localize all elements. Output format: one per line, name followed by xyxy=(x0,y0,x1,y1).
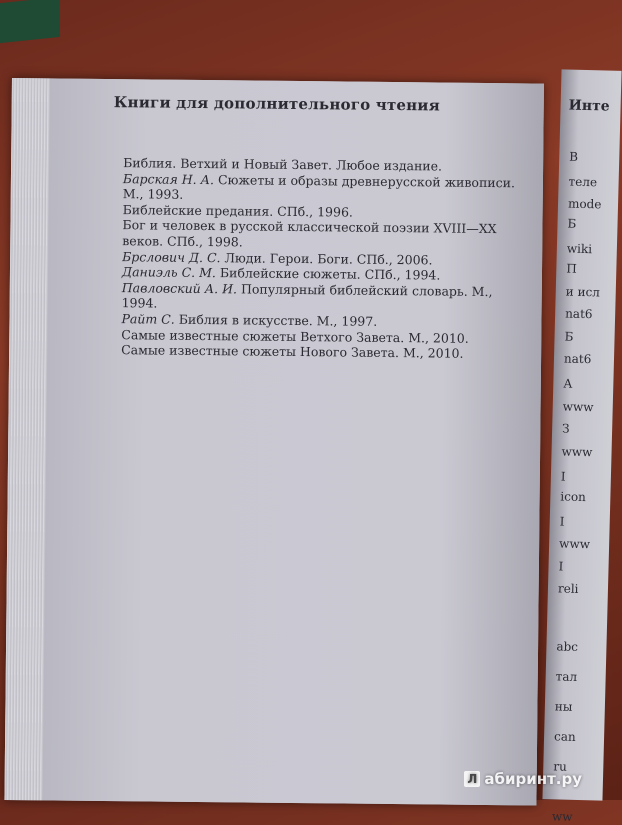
right-page-text-fragment: тал xyxy=(555,669,578,684)
reference-list xyxy=(121,155,533,362)
reference-item: Брслович Д. С. Люди. Герои. Боги. СПб., 2006. xyxy=(122,248,433,267)
right-page-text-fragment: nat6 xyxy=(563,351,592,367)
right-page-text-fragment: З xyxy=(561,421,570,436)
right-page-text-fragment: I xyxy=(560,469,566,484)
watermark-text: абиринт.ру xyxy=(484,770,582,788)
reference-item: Самые известные сюжеты Ветхого Завета. М., 2010. xyxy=(121,326,469,346)
book-left-page xyxy=(4,78,544,806)
right-page-text-fragment: abc xyxy=(556,639,579,654)
right-page-heading: Инте xyxy=(568,97,610,115)
right-page-text-fragment: ww xyxy=(551,809,573,824)
right-page-text-fragment: Б xyxy=(567,216,577,231)
right-page-text-fragment: icon xyxy=(560,489,587,505)
reference-item: Бог и человек в русской классической поэзии XVIII—XX веков. СПб., 1998. xyxy=(122,217,497,250)
reference-item: Самые известные сюжеты Нового Завета. М., 2010. xyxy=(121,342,464,361)
page-surface xyxy=(42,78,544,805)
right-page-text-fragment: wiki xyxy=(566,241,593,257)
reference-item: Библия. Ветхий и Новый Завет. Любое издание. xyxy=(123,155,443,174)
reference-item: Райт С. Библия в искусстве. М., 1997. xyxy=(121,311,378,329)
right-page-text-fragment: can xyxy=(553,729,576,744)
right-page-text-fragment: I xyxy=(559,514,565,529)
watermark xyxy=(464,770,582,788)
background-green-object xyxy=(0,0,60,43)
right-page-text-fragment: reli xyxy=(557,581,579,596)
reference-item: Библейские предания. СПб., 1996. xyxy=(122,201,354,220)
right-page-text-fragment: www xyxy=(562,399,594,415)
right-page-text-fragment: ны xyxy=(554,699,573,714)
right-page-text-fragment: ru xyxy=(553,759,567,774)
labirint-logo-icon: Л xyxy=(464,771,480,787)
right-page-text-fragment: mode xyxy=(567,196,602,212)
reference-item: Барская Н. А. Сюжеты и образы древнерусской живописи. М., 1993. xyxy=(122,170,516,202)
right-page-text-fragment: Б xyxy=(564,329,574,344)
right-page-text-fragment: теле xyxy=(568,174,598,190)
reference-item: Даниэль С. М. Библейские сюжеты. СПб., 1994. xyxy=(121,264,441,283)
right-page-text-fragment: П xyxy=(566,261,578,276)
right-page-text-fragment: www xyxy=(558,536,591,552)
right-page-text-fragment: и исл xyxy=(565,284,601,300)
book-right-page xyxy=(542,69,621,824)
reference-item: Павловский А. И. Популярный библейский словарь. М., 1994. xyxy=(121,279,493,311)
right-page-text-fragment: А xyxy=(563,376,573,391)
page-heading: Книги для дополнительного чтения xyxy=(113,93,441,115)
right-page-text-fragment: www xyxy=(561,444,593,460)
right-page-text-fragment: I xyxy=(558,559,564,574)
right-page-text-fragment: nat6 xyxy=(564,306,593,322)
right-page-text-fragment: В xyxy=(569,149,579,164)
